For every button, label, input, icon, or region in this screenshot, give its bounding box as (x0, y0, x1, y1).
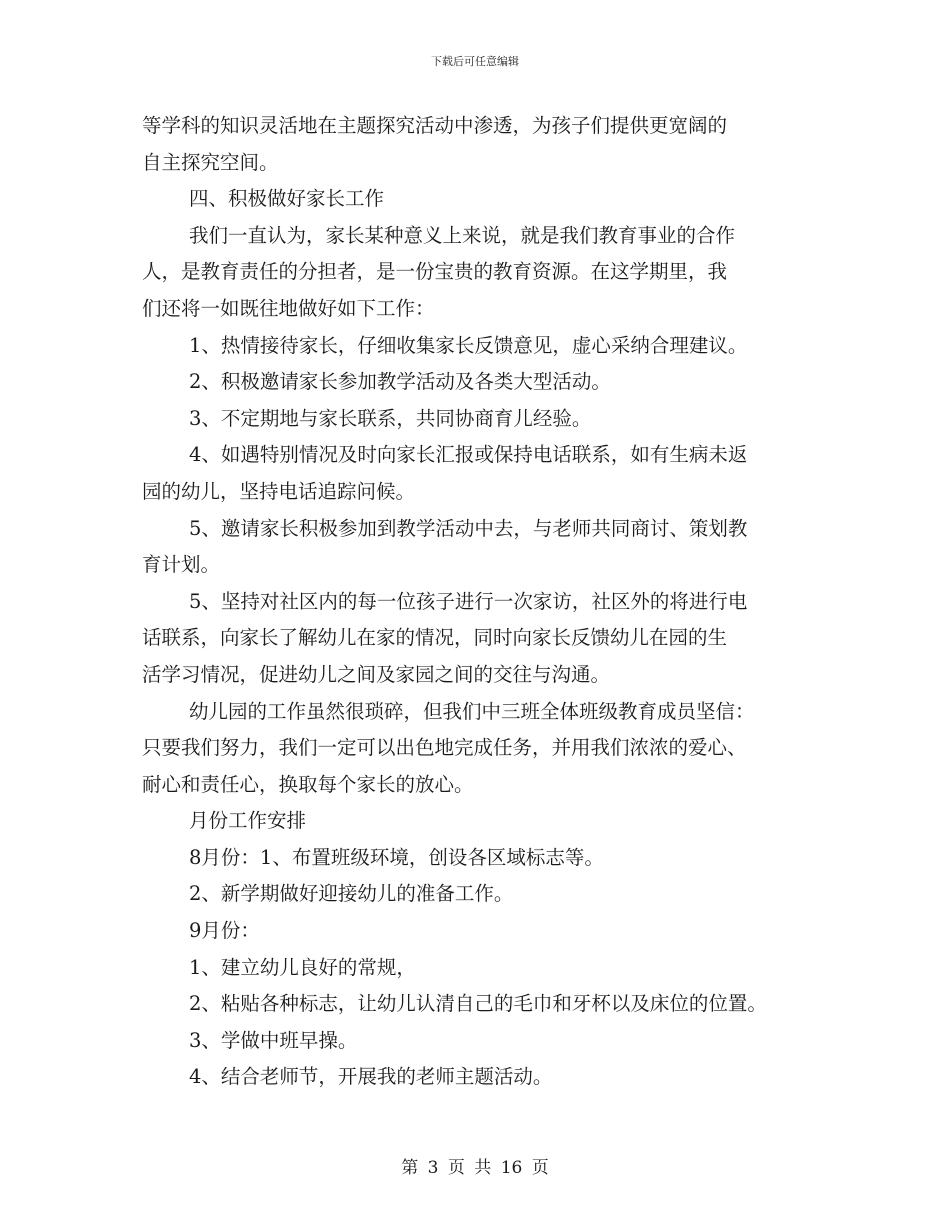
text-line: 4、结合老师节，开展我的老师主题活动。 (189, 1065, 553, 1089)
text-line: 3、不定期地与家长联系，共同协商育儿经验。 (189, 406, 592, 430)
text-line: 2、粘贴各种标志，让幼儿认清自己的毛巾和牙杯以及床位的位置。 (189, 992, 767, 1016)
text-line: 人，是教育责任的分担者，是一份宝贵的教育资源。在这学期里，我 (142, 260, 728, 284)
text-line: 四、积极做好家长工作 (189, 187, 385, 211)
text-line: 5、邀请家长积极参加到教学活动中去，与老师共同商讨、策划教 (189, 516, 748, 540)
text-line: 2、新学期做好迎接幼儿的准备工作。 (189, 882, 514, 906)
text-line: 幼儿园的工作虽然很琐碎，但我们中三班全体班级教育成员坚信： (189, 699, 755, 723)
text-line: 4、如遇特别情况及时向家长汇报或保持电话联系，如有生病未返 (189, 443, 748, 467)
text-line: 我们一直认为，家长某种意义上来说，就是我们教育事业的合作 (189, 223, 736, 247)
text-line: 1、热情接待家长，仔细收集家长反馈意见，虚心采纳合理建议。 (189, 333, 748, 357)
text-line: 自主探究空间。 (142, 150, 279, 174)
text-line: 等学科的知识灵活地在主题探究活动中渗透，为孩子们提供更宽阔的 (142, 114, 728, 137)
text-line: 3、学做中班早操。 (189, 1028, 358, 1052)
text-line: 月份工作安排 (189, 809, 307, 833)
text-line: 育计划。 (142, 553, 221, 577)
page-header: 下载后可任意编辑 (431, 55, 519, 68)
text-line: 耐心和责任心，换取每个家长的放心。 (142, 772, 474, 796)
text-line: 2、积极邀请家长参加教学活动及各类大型活动。 (189, 370, 611, 394)
text-line: 活学习情况，促进幼儿之间及家园之间的交往与沟通。 (142, 662, 611, 686)
text-line: 只要我们努力，我们一定可以出色地完成任务，并用我们浓浓的爱心、 (142, 736, 747, 760)
text-line: 们还将一如既往地做好如下工作： (142, 296, 435, 320)
document-body (142, 108, 822, 1096)
text-line: 园的幼儿，坚持电话追踪问候。 (142, 479, 416, 503)
page-footer: 第 3 页 共 16 页 (401, 1158, 549, 1178)
text-line: 5、坚持对社区内的每一位孩子进行一次家访，社区外的将进行电 (189, 589, 748, 613)
text-line: 1、建立幼儿良好的常规， (189, 955, 416, 979)
text-line: 话联系，向家长了解幼儿在家的情况，同时向家长反馈幼儿在园的生 (142, 626, 728, 650)
text-line: 9月份： (189, 919, 260, 943)
text-line: 8月份：1、布置班级环境，创设各区域标志等。 (189, 845, 604, 869)
